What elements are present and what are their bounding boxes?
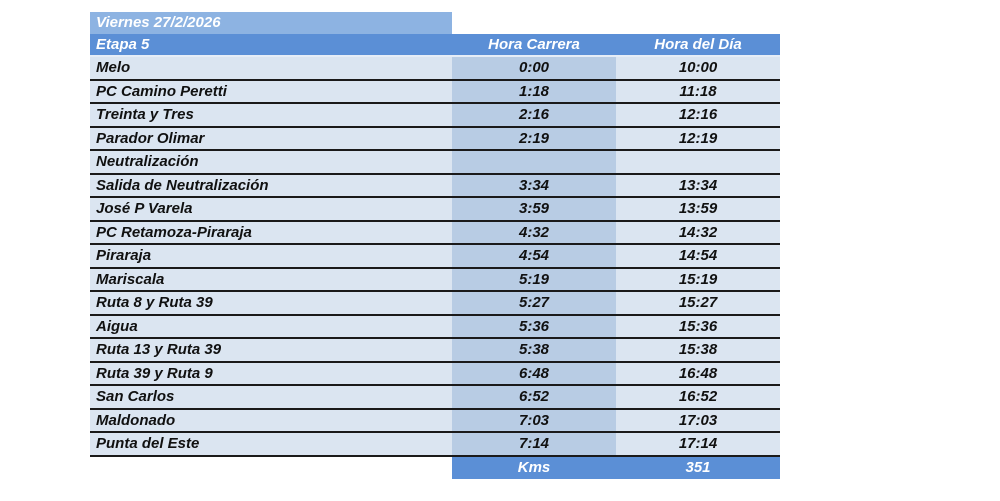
table-row (90, 315, 780, 339)
place-cell: Ruta 39 y Ruta 9 (90, 362, 452, 386)
day-time-cell: 11:18 (616, 80, 780, 104)
day-time-cell: 13:34 (616, 174, 780, 198)
place-cell: San Carlos (90, 385, 452, 409)
race-time-header: Hora Carrera (452, 34, 616, 56)
place-cell: Piraraja (90, 244, 452, 268)
race-time-cell: 3:59 (452, 197, 616, 221)
place-cell: PC Camino Peretti (90, 80, 452, 104)
place-cell: Treinta y Tres (90, 103, 452, 127)
race-time-cell: 7:14 (452, 432, 616, 456)
day-time-cell: 15:27 (616, 291, 780, 315)
day-time-cell: 16:52 (616, 385, 780, 409)
table-row (90, 56, 780, 80)
day-time-cell (616, 150, 780, 174)
place-cell: Salida de Neutralización (90, 174, 452, 198)
table-row (90, 221, 780, 245)
day-time-cell: 17:03 (616, 409, 780, 433)
day-time-cell: 12:16 (616, 103, 780, 127)
table-row (90, 409, 780, 433)
table-row (90, 291, 780, 315)
place-cell: Melo (90, 56, 452, 80)
table-row (90, 244, 780, 268)
kms-value: 351 (616, 456, 780, 480)
race-time-cell: 2:19 (452, 127, 616, 151)
table-row (90, 362, 780, 386)
kms-label: Kms (452, 456, 616, 480)
table-row (90, 385, 780, 409)
header-row (90, 34, 780, 56)
day-time-cell: 14:32 (616, 221, 780, 245)
race-time-cell: 5:38 (452, 338, 616, 362)
day-time-cell: 10:00 (616, 56, 780, 80)
day-time-cell: 13:59 (616, 197, 780, 221)
place-cell: Mariscala (90, 268, 452, 292)
race-time-cell: 2:16 (452, 103, 616, 127)
stage-header: Etapa 5 (90, 34, 452, 56)
day-time-cell: 12:19 (616, 127, 780, 151)
place-cell: Parador Olimar (90, 127, 452, 151)
day-time-cell: 16:48 (616, 362, 780, 386)
table-row (90, 150, 780, 174)
race-time-cell: 5:36 (452, 315, 616, 339)
footer-blank (90, 456, 452, 480)
place-cell: Maldonado (90, 409, 452, 433)
place-cell: José P Varela (90, 197, 452, 221)
place-cell: Ruta 8 y Ruta 39 (90, 291, 452, 315)
race-time-cell: 7:03 (452, 409, 616, 433)
schedule-body (90, 34, 780, 479)
schedule-sheet (90, 12, 780, 479)
race-time-cell: 3:34 (452, 174, 616, 198)
footer-row (90, 456, 780, 480)
race-time-cell: 5:19 (452, 268, 616, 292)
place-cell: Aigua (90, 315, 452, 339)
table-row (90, 197, 780, 221)
race-time-cell: 4:54 (452, 244, 616, 268)
day-time-cell: 17:14 (616, 432, 780, 456)
race-time-cell (452, 150, 616, 174)
race-time-cell: 0:00 (452, 56, 616, 80)
date-label: Viernes 27/2/2026 (90, 12, 452, 34)
race-time-cell: 6:48 (452, 362, 616, 386)
race-time-cell: 4:32 (452, 221, 616, 245)
place-cell: Ruta 13 y Ruta 39 (90, 338, 452, 362)
race-time-cell: 1:18 (452, 80, 616, 104)
table-row (90, 268, 780, 292)
day-time-cell: 15:19 (616, 268, 780, 292)
table-row (90, 80, 780, 104)
day-time-header: Hora del Día (616, 34, 780, 56)
day-time-cell: 15:36 (616, 315, 780, 339)
schedule-table (90, 34, 780, 479)
table-row (90, 338, 780, 362)
day-time-cell: 14:54 (616, 244, 780, 268)
place-cell: Neutralización (90, 150, 452, 174)
race-time-cell: 5:27 (452, 291, 616, 315)
place-cell: Punta del Este (90, 432, 452, 456)
place-cell: PC Retamoza-Piraraja (90, 221, 452, 245)
table-row (90, 432, 780, 456)
table-row (90, 103, 780, 127)
table-row (90, 127, 780, 151)
day-time-cell: 15:38 (616, 338, 780, 362)
table-row (90, 174, 780, 198)
race-time-cell: 6:52 (452, 385, 616, 409)
